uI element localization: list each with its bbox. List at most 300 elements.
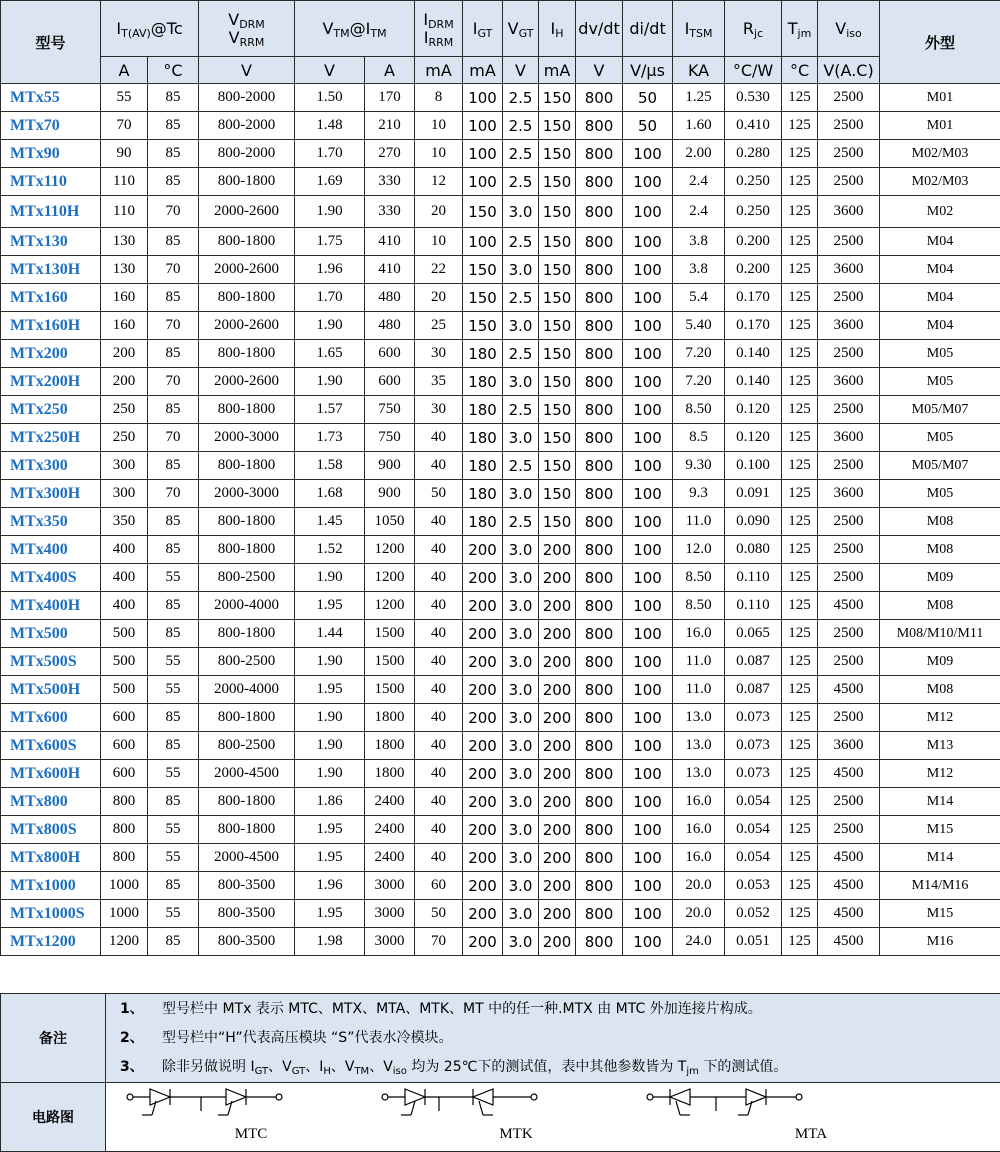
- value-cell: 200: [539, 928, 576, 956]
- value-cell: 800: [576, 872, 623, 900]
- table-row: [1, 900, 1000, 928]
- value-cell: 40: [415, 816, 463, 844]
- value-cell: 200: [463, 844, 503, 872]
- value-cell: 8.50: [673, 396, 725, 424]
- package-cell: M14/M16: [880, 872, 1000, 900]
- value-cell: 250: [101, 424, 148, 452]
- value-cell: 125: [782, 396, 818, 424]
- value-cell: 1000: [101, 900, 148, 928]
- value-cell: 40: [415, 676, 463, 704]
- value-cell: 2500: [818, 396, 880, 424]
- model-cell: MTx55: [1, 84, 101, 112]
- value-cell: 3600: [818, 312, 880, 340]
- value-cell: 125: [782, 424, 818, 452]
- value-cell: 100: [623, 284, 673, 312]
- value-cell: 100: [623, 900, 673, 928]
- value-cell: 2500: [818, 140, 880, 168]
- value-cell: 100: [623, 592, 673, 620]
- value-cell: 2500: [818, 508, 880, 536]
- value-cell: 1800: [365, 760, 415, 788]
- model-cell: MTx90: [1, 140, 101, 168]
- value-cell: 2500: [818, 704, 880, 732]
- value-cell: 10: [415, 228, 463, 256]
- value-cell: 330: [365, 196, 415, 228]
- package-cell: M08: [880, 536, 1000, 564]
- note-line: 2、 型号栏中“H”代表高压模块 “S”代表水冷模块。: [120, 1024, 1000, 1053]
- model-cell: MTx600S: [1, 732, 101, 760]
- value-cell: 16.0: [673, 620, 725, 648]
- value-cell: 13.0: [673, 732, 725, 760]
- value-cell: 1.90: [295, 648, 365, 676]
- value-cell: 4500: [818, 844, 880, 872]
- value-cell: 100: [623, 928, 673, 956]
- value-cell: 16.0: [673, 816, 725, 844]
- value-cell: 0.073: [725, 704, 782, 732]
- value-cell: 800: [576, 676, 623, 704]
- value-cell: 150: [539, 112, 576, 140]
- value-cell: 0.087: [725, 676, 782, 704]
- value-cell: 50: [415, 480, 463, 508]
- value-cell: 180: [463, 508, 503, 536]
- header-ih: $I_H$: [539, 1, 576, 57]
- header-didt: di/dt: [623, 1, 673, 57]
- value-cell: 600: [101, 760, 148, 788]
- value-cell: 2400: [365, 816, 415, 844]
- value-cell: 1.44: [295, 620, 365, 648]
- package-cell: M14: [880, 844, 1000, 872]
- value-cell: 0.100: [725, 452, 782, 480]
- value-cell: 200: [463, 732, 503, 760]
- value-cell: 1.68: [295, 480, 365, 508]
- value-cell: 800-1800: [199, 168, 295, 196]
- value-cell: 150: [539, 312, 576, 340]
- value-cell: 180: [463, 396, 503, 424]
- unit-row: [1, 57, 1000, 84]
- value-cell: 125: [782, 872, 818, 900]
- value-cell: 100: [623, 424, 673, 452]
- value-cell: 125: [782, 284, 818, 312]
- value-cell: 0.073: [725, 760, 782, 788]
- value-cell: 85: [148, 536, 199, 564]
- model-cell: MTx130H: [1, 256, 101, 284]
- value-cell: 500: [101, 620, 148, 648]
- value-cell: 1500: [365, 620, 415, 648]
- package-cell: M08: [880, 592, 1000, 620]
- value-cell: 100: [623, 452, 673, 480]
- value-cell: 20.0: [673, 872, 725, 900]
- value-cell: 3.0: [503, 536, 539, 564]
- value-cell: 200: [463, 676, 503, 704]
- value-cell: 800-1800: [199, 452, 295, 480]
- value-cell: 11.0: [673, 648, 725, 676]
- value-cell: 9.30: [673, 452, 725, 480]
- value-cell: 3000: [365, 928, 415, 956]
- value-cell: 800: [576, 84, 623, 112]
- table-row: [1, 760, 1000, 788]
- value-cell: 3.0: [503, 900, 539, 928]
- note-line: 1、 型号栏中 MTx 表示 MTC、MTX、MTA、MTK、MT 中的任一种.MTX 由 MTC 外加连接片构成。: [120, 995, 1000, 1024]
- value-cell: 1.73: [295, 424, 365, 452]
- package-cell: M15: [880, 900, 1000, 928]
- value-cell: 100: [623, 788, 673, 816]
- header-itsm: $I_{TSM}$: [673, 1, 725, 57]
- table-row: [1, 620, 1000, 648]
- value-cell: 85: [148, 732, 199, 760]
- model-cell: MTx250: [1, 396, 101, 424]
- value-cell: 3.0: [503, 928, 539, 956]
- package-cell: M15: [880, 816, 1000, 844]
- value-cell: 125: [782, 508, 818, 536]
- note-line: 3、 除非另做说明 $I_{GT}$、$V_{GT}$、$I_H$、$V_{TM}$、$V_{iso}$ 均为 25℃下的测试值，表中其他参数皆为 $T_{jm}$ 下的测试值。: [120, 1053, 1000, 1082]
- table-row: [1, 788, 1000, 816]
- value-cell: 100: [623, 564, 673, 592]
- package-cell: M12: [880, 704, 1000, 732]
- package-cell: M09: [880, 564, 1000, 592]
- value-cell: 85: [148, 284, 199, 312]
- value-cell: 100: [623, 648, 673, 676]
- value-cell: 180: [463, 368, 503, 396]
- value-cell: 100: [623, 704, 673, 732]
- model-cell: MTx1200: [1, 928, 101, 956]
- value-cell: 800: [576, 536, 623, 564]
- table-row: [1, 228, 1000, 256]
- value-cell: 800: [576, 760, 623, 788]
- value-cell: 24.0: [673, 928, 725, 956]
- value-cell: 800: [576, 480, 623, 508]
- model-cell: MTx500: [1, 620, 101, 648]
- value-cell: 800: [576, 112, 623, 140]
- value-cell: 2.5: [503, 228, 539, 256]
- value-cell: 40: [415, 648, 463, 676]
- value-cell: 55: [148, 564, 199, 592]
- unit-cell: mA: [539, 57, 576, 84]
- value-cell: 150: [539, 424, 576, 452]
- value-cell: 50: [623, 84, 673, 112]
- value-cell: 125: [782, 312, 818, 340]
- value-cell: 70: [148, 256, 199, 284]
- value-cell: 125: [782, 368, 818, 396]
- value-cell: 40: [415, 452, 463, 480]
- value-cell: 800-1800: [199, 228, 295, 256]
- value-cell: 70: [148, 424, 199, 452]
- value-cell: 150: [539, 508, 576, 536]
- value-cell: 210: [365, 112, 415, 140]
- value-cell: 200: [539, 788, 576, 816]
- value-cell: 125: [782, 620, 818, 648]
- unit-cell: V/µs: [623, 57, 673, 84]
- value-cell: 70: [415, 928, 463, 956]
- model-cell: MTx300: [1, 452, 101, 480]
- value-cell: 1.90: [295, 368, 365, 396]
- value-cell: 40: [415, 844, 463, 872]
- value-cell: 4500: [818, 872, 880, 900]
- value-cell: 2.00: [673, 140, 725, 168]
- value-cell: 100: [623, 168, 673, 196]
- package-cell: M02/M03: [880, 168, 1000, 196]
- value-cell: 125: [782, 452, 818, 480]
- value-cell: 20: [415, 196, 463, 228]
- value-cell: 5.4: [673, 284, 725, 312]
- value-cell: 800: [576, 592, 623, 620]
- value-cell: 55: [148, 844, 199, 872]
- value-cell: 150: [539, 196, 576, 228]
- model-cell: MTx800H: [1, 844, 101, 872]
- value-cell: 1.90: [295, 760, 365, 788]
- mta-symbol-icon: [646, 1087, 806, 1127]
- table-row: [1, 844, 1000, 872]
- value-cell: 200: [463, 900, 503, 928]
- value-cell: 800-3500: [199, 872, 295, 900]
- value-cell: 100: [463, 228, 503, 256]
- value-cell: 20: [415, 284, 463, 312]
- value-cell: 3600: [818, 732, 880, 760]
- header-package: 外型: [880, 1, 1000, 84]
- value-cell: 2000-3000: [199, 480, 295, 508]
- model-cell: MTx500H: [1, 676, 101, 704]
- value-cell: 7.20: [673, 368, 725, 396]
- package-cell: M05: [880, 480, 1000, 508]
- value-cell: 1.45: [295, 508, 365, 536]
- value-cell: 0.110: [725, 564, 782, 592]
- value-cell: 150: [539, 84, 576, 112]
- value-cell: 150: [463, 256, 503, 284]
- value-cell: 200: [463, 592, 503, 620]
- package-cell: M08: [880, 508, 1000, 536]
- value-cell: 150: [463, 312, 503, 340]
- value-cell: 800-1800: [199, 620, 295, 648]
- package-cell: M05: [880, 368, 1000, 396]
- value-cell: 12.0: [673, 536, 725, 564]
- value-cell: 2.5: [503, 284, 539, 312]
- value-cell: 100: [623, 760, 673, 788]
- value-cell: 200: [463, 928, 503, 956]
- value-cell: 3.8: [673, 228, 725, 256]
- value-cell: 1.86: [295, 788, 365, 816]
- value-cell: 800: [576, 732, 623, 760]
- value-cell: 3600: [818, 196, 880, 228]
- value-cell: 160: [101, 284, 148, 312]
- value-cell: 125: [782, 480, 818, 508]
- value-cell: 1.25: [673, 84, 725, 112]
- table-row: [1, 424, 1000, 452]
- value-cell: 1200: [101, 928, 148, 956]
- value-cell: 85: [148, 928, 199, 956]
- header-vtm: $V_{TM}@I_{TM}$: [295, 1, 415, 57]
- value-cell: 2500: [818, 536, 880, 564]
- value-cell: 200: [463, 760, 503, 788]
- value-cell: 200: [101, 340, 148, 368]
- value-cell: 1.70: [295, 284, 365, 312]
- value-cell: 100: [623, 196, 673, 228]
- value-cell: 2500: [818, 452, 880, 480]
- value-cell: 2400: [365, 788, 415, 816]
- value-cell: 3.0: [503, 564, 539, 592]
- value-cell: 150: [463, 196, 503, 228]
- model-cell: MTx400: [1, 536, 101, 564]
- value-cell: 125: [782, 228, 818, 256]
- value-cell: 2000-4000: [199, 676, 295, 704]
- value-cell: 3.0: [503, 732, 539, 760]
- value-cell: 800: [576, 564, 623, 592]
- value-cell: 800: [576, 928, 623, 956]
- value-cell: 125: [782, 760, 818, 788]
- package-cell: M05: [880, 424, 1000, 452]
- value-cell: 0.280: [725, 140, 782, 168]
- package-cell: M02/M03: [880, 140, 1000, 168]
- value-cell: 300: [101, 452, 148, 480]
- model-cell: MTx300H: [1, 480, 101, 508]
- value-cell: 800-3500: [199, 900, 295, 928]
- value-cell: 200: [539, 536, 576, 564]
- value-cell: 500: [101, 676, 148, 704]
- package-cell: M12: [880, 760, 1000, 788]
- value-cell: 125: [782, 564, 818, 592]
- package-cell: M05: [880, 340, 1000, 368]
- value-cell: 0.250: [725, 168, 782, 196]
- value-cell: 800: [101, 816, 148, 844]
- value-cell: 200: [539, 648, 576, 676]
- value-cell: 3.0: [503, 648, 539, 676]
- value-cell: 200: [463, 564, 503, 592]
- value-cell: 1.90: [295, 564, 365, 592]
- value-cell: 70: [148, 368, 199, 396]
- header-tjm: $T_{jm}$: [782, 1, 818, 57]
- model-cell: MTx1000: [1, 872, 101, 900]
- value-cell: 150: [539, 140, 576, 168]
- unit-cell: °C: [148, 57, 199, 84]
- value-cell: 100: [623, 676, 673, 704]
- value-cell: 4500: [818, 900, 880, 928]
- value-cell: 100: [623, 732, 673, 760]
- value-cell: 750: [365, 424, 415, 452]
- value-cell: 55: [101, 84, 148, 112]
- value-cell: 0.051: [725, 928, 782, 956]
- value-cell: 400: [101, 536, 148, 564]
- value-cell: 800: [576, 900, 623, 928]
- value-cell: 55: [148, 648, 199, 676]
- value-cell: 800: [576, 508, 623, 536]
- value-cell: 85: [148, 168, 199, 196]
- value-cell: 70: [148, 196, 199, 228]
- model-cell: MTx200: [1, 340, 101, 368]
- value-cell: 85: [148, 452, 199, 480]
- value-cell: 800: [101, 844, 148, 872]
- value-cell: 1.58: [295, 452, 365, 480]
- value-cell: 1500: [365, 648, 415, 676]
- package-cell: M13: [880, 732, 1000, 760]
- value-cell: 200: [539, 620, 576, 648]
- value-cell: 1.60: [673, 112, 725, 140]
- value-cell: 800-1800: [199, 536, 295, 564]
- value-cell: 800: [576, 816, 623, 844]
- value-cell: 100: [623, 312, 673, 340]
- value-cell: 8.5: [673, 424, 725, 452]
- value-cell: 90: [101, 140, 148, 168]
- value-cell: 0.065: [725, 620, 782, 648]
- value-cell: 70: [148, 480, 199, 508]
- value-cell: 2.4: [673, 168, 725, 196]
- value-cell: 200: [463, 536, 503, 564]
- value-cell: 2000-4500: [199, 844, 295, 872]
- unit-cell: V(A.C): [818, 57, 880, 84]
- value-cell: 800-2000: [199, 84, 295, 112]
- value-cell: 350: [101, 508, 148, 536]
- value-cell: 0.054: [725, 844, 782, 872]
- value-cell: 85: [148, 704, 199, 732]
- header-it-av: $I_{T(AV)}@Tc$: [101, 1, 199, 57]
- value-cell: 3.0: [503, 312, 539, 340]
- value-cell: 8: [415, 84, 463, 112]
- value-cell: 0.090: [725, 508, 782, 536]
- value-cell: 1.50: [295, 84, 365, 112]
- value-cell: 13.0: [673, 760, 725, 788]
- circuit-diagrams: [106, 1083, 1000, 1152]
- value-cell: 200: [539, 844, 576, 872]
- package-cell: M05/M07: [880, 396, 1000, 424]
- package-cell: M16: [880, 928, 1000, 956]
- value-cell: 40: [415, 620, 463, 648]
- value-cell: 125: [782, 340, 818, 368]
- value-cell: 0.087: [725, 648, 782, 676]
- value-cell: 4500: [818, 928, 880, 956]
- table-row: [1, 112, 1000, 140]
- value-cell: 2.5: [503, 168, 539, 196]
- value-cell: 3.0: [503, 676, 539, 704]
- value-cell: 16.0: [673, 788, 725, 816]
- value-cell: 20.0: [673, 900, 725, 928]
- value-cell: 500: [101, 648, 148, 676]
- model-cell: MTx800S: [1, 816, 101, 844]
- value-cell: 3.0: [503, 480, 539, 508]
- value-cell: 0.054: [725, 816, 782, 844]
- header-igt: $I_{GT}$: [463, 1, 503, 57]
- value-cell: 180: [463, 480, 503, 508]
- value-cell: 16.0: [673, 844, 725, 872]
- value-cell: 3.8: [673, 256, 725, 284]
- table-row: [1, 508, 1000, 536]
- value-cell: 125: [782, 592, 818, 620]
- value-cell: 600: [365, 368, 415, 396]
- value-cell: 2.5: [503, 508, 539, 536]
- value-cell: 85: [148, 620, 199, 648]
- value-cell: 800: [576, 368, 623, 396]
- value-cell: 100: [463, 84, 503, 112]
- value-cell: 2500: [818, 228, 880, 256]
- value-cell: 800-1800: [199, 816, 295, 844]
- value-cell: 200: [463, 620, 503, 648]
- value-cell: 800-1800: [199, 396, 295, 424]
- value-cell: 1.90: [295, 196, 365, 228]
- value-cell: 200: [463, 872, 503, 900]
- value-cell: 125: [782, 900, 818, 928]
- value-cell: 130: [101, 256, 148, 284]
- value-cell: 70: [101, 112, 148, 140]
- value-cell: 800-2500: [199, 732, 295, 760]
- value-cell: 800-1800: [199, 284, 295, 312]
- value-cell: 1800: [365, 704, 415, 732]
- model-cell: MTx160H: [1, 312, 101, 340]
- notes-body: [106, 994, 1000, 1083]
- header-vgt: $V_{GT}$: [503, 1, 539, 57]
- value-cell: 0.080: [725, 536, 782, 564]
- value-cell: 1.98: [295, 928, 365, 956]
- value-cell: 0.170: [725, 284, 782, 312]
- value-cell: 40: [415, 592, 463, 620]
- unit-cell: V: [576, 57, 623, 84]
- value-cell: 2.5: [503, 452, 539, 480]
- table-row: [1, 452, 1000, 480]
- model-cell: MTx130: [1, 228, 101, 256]
